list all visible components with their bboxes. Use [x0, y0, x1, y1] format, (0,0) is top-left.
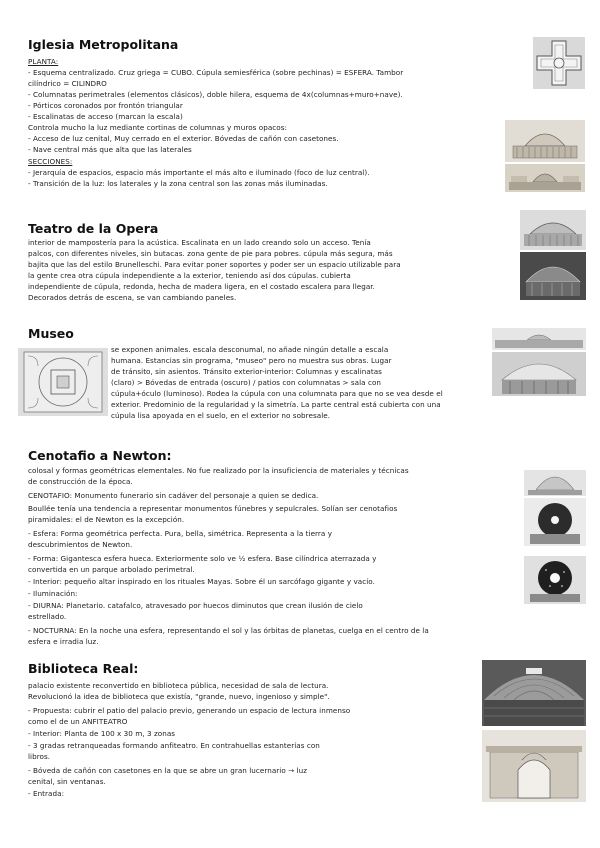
cenotafio-line: estrellado.	[28, 612, 67, 621]
cenotafio-line: - Interior: pequeño altar inspirado en los rituales Mayas. Sobre él un sarcófago gigante y vacío.	[28, 577, 375, 586]
section-title-cenotafio: Cenotafio a Newton:	[28, 448, 172, 463]
museo-line: exterior. Predominio de la regularidad y la simetría. La parte central está cubierta con una	[111, 400, 441, 409]
biblioteca-line: - Entrada:	[28, 789, 65, 798]
teatro-exterior-image	[520, 210, 586, 250]
secciones-label: SECCIONES:	[28, 157, 73, 166]
biblioteca-line: Revolucionó la idea de biblioteca que existía, "grande, nuevo, ingenioso y simple".	[28, 692, 330, 701]
cenotafio-line: - Iluminación:	[28, 589, 78, 598]
cenotafio-line: descubrimientos de Newton.	[28, 540, 133, 549]
iglesia-line: Controla mucho la luz mediante cortinas de columnas y muros opacos:	[28, 123, 287, 132]
teatro-line: interior de mampostería para la acústica. Escalinata en un lado creando solo un acceso. Tenía	[28, 238, 371, 247]
iglesia-line: - Columnatas perimetrales (elementos clásicos), doble hilera, esquema de 4x(columnas+muro+nave).	[28, 90, 403, 99]
iglesia-line: - Acceso de luz cenital, Muy cerrado en el exterior. Bóvedas de cañón con casetones.	[28, 134, 339, 143]
cenotafio-line: convertida en un parque arbolado perimetral.	[28, 565, 195, 574]
cenotafio-line: Boullée tenía una tendencia a representar monumentos fúnebres y sepulcrales. Solían ser cenotafios	[28, 504, 398, 513]
cenotafio-section-image	[524, 498, 586, 546]
biblioteca-line: cenital, sin ventanas.	[28, 777, 106, 786]
biblioteca-line: como el de un ANFITEATRO	[28, 717, 128, 726]
biblioteca-line: - Propuesta: cubrir el patio del palacio previo, generando un espacio de lectura inmenso	[28, 706, 351, 715]
museo-line: (claro) > Bóvedas de entrada (oscuro) / patios con columnatas > sala con	[111, 378, 382, 387]
iglesia-line: cilíndrico = CILINDRO	[28, 79, 107, 88]
museo-line: se exponen animales. escala desconumal, no añade ningún detalle a escala	[111, 345, 389, 354]
section-title-museo: Museo	[28, 326, 74, 341]
biblioteca-line: palacio existente reconvertido en biblioteca pública, necesidad de sala de lectura.	[28, 681, 329, 690]
section-title-iglesia: Iglesia Metropolitana	[28, 37, 179, 52]
teatro-interior-image	[520, 252, 586, 300]
iglesia-line: - Pórticos coronados por frontón triangular	[28, 101, 183, 110]
museo-line: cúpula lisa apoyada en el suelo, en el exterior no sobresale.	[111, 411, 331, 420]
cenotafio-line: piramidales: el de Newton es la excepción.	[28, 515, 185, 524]
iglesia-plan-image	[533, 37, 585, 89]
museo-plan-image	[18, 348, 108, 416]
biblioteca-line: - 3 gradas retranqueadas formando anfiteatro. En contrahuellas estanterías con	[28, 741, 320, 750]
cenotafio-line: - NOCTURNA: En la noche una esfera, representando el sol y las órbitas de planetas, cuelga en el centro de la	[28, 626, 429, 635]
museo-interior-image	[492, 352, 586, 396]
teatro-line: bajita que las del estilo Brunelleschi. Para evitar poner soportes y poder ser un espacio utilizable para	[28, 260, 401, 269]
teatro-line: la gente crea otra cúpula independiente a la exterior, teniendo así dos cúpulas. cubierta	[28, 271, 351, 280]
cenotafio-line: de construcción de la época.	[28, 477, 133, 486]
iglesia-section-image	[505, 164, 585, 192]
museo-line: humana. Estancias sin programa, "museo" pero no muestra sus obras. Lugar	[111, 356, 392, 365]
teatro-line: palcos, con diferentes niveles, sin butacas. zona gente de pie para pobres. cúpula más segura, más	[28, 249, 393, 258]
cenotafio-line: - Esfera: Forma geométrica perfecta. Pura, bella, simétrica. Representa a la tierra y	[28, 529, 333, 538]
iglesia-secciones-line: - Transición de la luz: los laterales y la zona central son las zonas más iluminadas.	[28, 179, 328, 188]
biblioteca-line: - Interior: Planta de 100 x 30 m, 3 zonas	[28, 729, 176, 738]
teatro-line: Decorados detrás de escena, se van cambiando paneles.	[28, 293, 237, 302]
cenotafio-exterior-image	[524, 470, 586, 496]
cenotafio-line: - DIURNA: Planetario. catafalco, atravesado por huecos diminutos que crean ilusión de cielo	[28, 601, 363, 610]
cenotafio-line: - Forma: Gigantesca esfera hueca. Exteriormente solo ve ½ esfera. Base cilíndrica aterrazada y	[28, 554, 377, 563]
biblioteca-entrance-image	[482, 730, 586, 802]
cenotafio-line: colosal y formas geométricas elementales. No fue realizado por la insuficiencia de materiales y técnicas	[28, 466, 409, 475]
iglesia-dome-image	[505, 120, 585, 162]
iglesia-secciones-line: - Jerarquía de espacios, espacio más importante el más alto e iluminado (foco de luz central).	[28, 168, 370, 177]
iglesia-line: - Esquema centralizado. Cruz griega = CUBO. Cúpula semiesférica (sobre pechinas) = ESFERA. Tambor	[28, 68, 404, 77]
cenotafio-line: esfera e irradia luz.	[28, 637, 99, 646]
iglesia-line: - Escalinatas de acceso (marcan la escala)	[28, 112, 183, 121]
biblioteca-line: - Bóveda de cañón con casetones en la que se abre un gran lucernario → luz	[28, 766, 308, 775]
iglesia-line: - Nave central más que alta que las laterales	[28, 145, 192, 154]
section-title-biblioteca: Biblioteca Real:	[28, 661, 139, 676]
teatro-line: independiente de cúpula, redonda, hecha de madera ligera, en el costado escalera para llegar.	[28, 282, 375, 291]
museo-line: de tránsito, sin asientos. Tránsito exterior-interior: Columnas y escalinatas	[111, 367, 382, 376]
section-title-teatro: Teatro de la Opera	[28, 221, 159, 236]
biblioteca-interior-image	[482, 660, 586, 726]
biblioteca-line: libros.	[28, 752, 51, 761]
planta-label: PLANTA:	[28, 57, 59, 66]
cenotafio-night-image	[524, 556, 586, 604]
cenotafio-line: CENOTAFIO: Monumento funerario sin cadáver del personaje a quien se dedica.	[28, 491, 319, 500]
museo-line: cúpula+óculo (luminoso). Rodea la cúpula con una columnata para que no se vea desde el	[111, 389, 443, 398]
museo-elevation-image	[492, 328, 586, 350]
